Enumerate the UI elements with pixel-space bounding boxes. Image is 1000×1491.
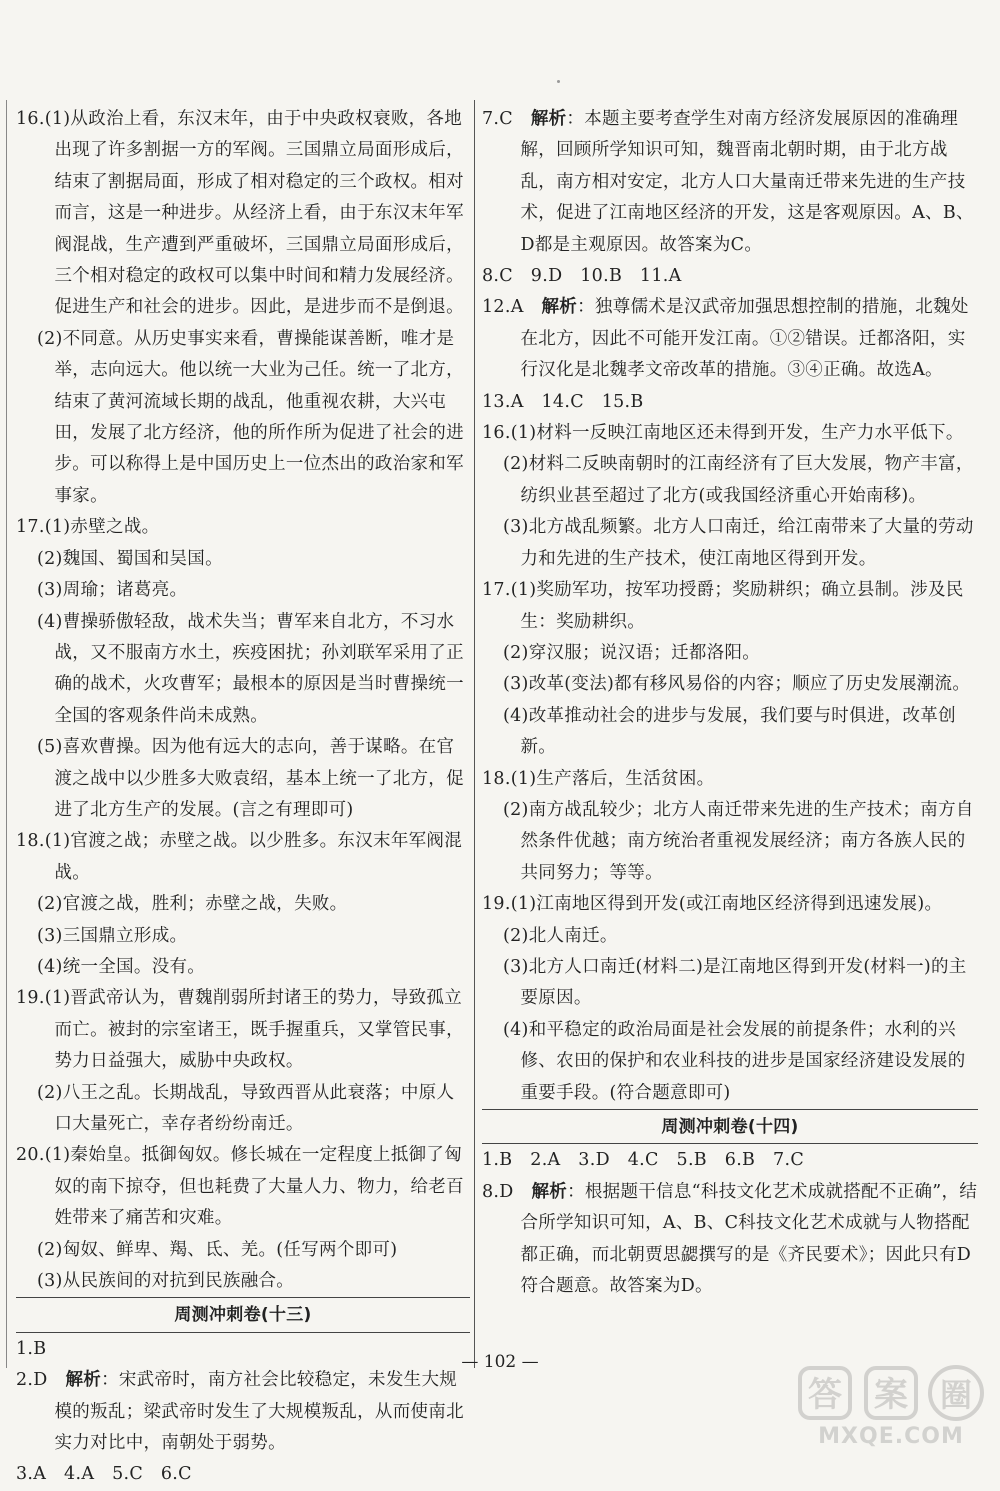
- left-answer-list: [16, 104, 470, 1297]
- section-rule: [16, 1297, 470, 1298]
- answer-subitem: (2)材料二反映南朝时的江南经济有了巨大发展，物产丰富，纺织业甚至超过了北方(或我国经济重心开始南移)。: [503, 454, 974, 506]
- watermark-logo-char-3: 圈: [939, 1376, 973, 1414]
- section-rule: [482, 1143, 978, 1144]
- analysis-label: 解析: [531, 1181, 568, 1202]
- answer-subitem: (3)北方战乱频繁。北方人口南迁，给江南带来了大量的劳动力和先进的生产技术，使江南地区得到开发。: [503, 517, 974, 569]
- watermark-logo-char-2: 案: [874, 1375, 908, 1415]
- answer-item: [482, 261, 978, 292]
- answer-number: 8.D: [482, 1181, 514, 1202]
- answer-subitem: (2)北人南迁。: [503, 925, 618, 946]
- answer-number: 12.A: [482, 297, 524, 318]
- right-answer-list: [482, 418, 978, 1109]
- watermark-logo-icon: [796, 1362, 986, 1424]
- section-heading-14: 周测冲刺卷(十四): [661, 1117, 799, 1137]
- answer-item: 17.(1)赤壁之战。: [16, 517, 160, 538]
- answer-subitem: (4)改革推动社会的进步与发展，我们要与时俱进，改革创新。: [503, 705, 956, 758]
- answer-number: 8.C 9.D 10.B 11.A: [482, 266, 682, 287]
- right-choice-answers: [482, 104, 978, 418]
- right-column: [482, 104, 978, 1302]
- answer-subitem: (2)八王之乱。长期战乱，导致西晋从此衰落；中原人口大量死亡，幸存者纷纷南迁。: [37, 1082, 455, 1134]
- answer-item: 18.(1)官渡之战；赤壁之战。以少胜多。东汉末年军阀混战。: [16, 831, 463, 883]
- answer-item: 17.(1)奖励军功，按军功授爵；奖励耕织；确立县制。涉及民生：奖励耕织。: [482, 580, 964, 632]
- answer-number: 1.B 2.A 3.D 4.C 5.B 6.B 7.C: [482, 1150, 805, 1171]
- page-number: — 102 —: [461, 1352, 539, 1372]
- answer-subitem: (2)南方战乱较少；北方人南迁带来先进的生产技术；南方自然条件优越；南方统治者重视发展经济；南方各族人民的共同努力；等等。: [503, 799, 974, 883]
- answer-subitem: (3)周瑜；诸葛亮。: [37, 580, 188, 601]
- answer-item: [482, 387, 978, 418]
- answer-subitem: (2)匈奴、鲜卑、羯、氐、羌。(任写两个即可): [37, 1239, 398, 1260]
- answer-subitem: (2)魏国、蜀国和吴国。: [37, 548, 223, 569]
- answer-subitem: (3)北方人口南迁(材料二)是江南地区得到开发(材料一)的主要原因。: [503, 956, 967, 1009]
- answer-subitem: (2)不同意。从历史事实来看，曹操能谋善断，唯才是举，志向远大。他以统一大业为己任。统一了北方，结束了黄河流域长期的战乱，他重视农耕，大兴屯田，发展了北方经济，他的所作所为促进了社会的进步。可以称得上是中国历史上一位杰出的政治家和军事家。: [37, 328, 464, 506]
- answer-item: [16, 1459, 470, 1490]
- answer-subitem: (2)穿汉服；说汉语；迁都洛阳。: [503, 642, 761, 663]
- analysis-text: ：本题主要考查学生对南方经济发展原因的准确理解，回顾所学知识可知，魏晋南北朝时期，由于北方战乱，南方相对安定，北方人口大量南迁带来先进的生产技术，促进了江南地区经济的开发，这是客观原因。A、B、D都是主观原因。故答案为C。: [520, 109, 974, 255]
- answer-subitem: (4)统一全国。没有。: [37, 956, 206, 977]
- analysis-text: ：独尊儒术是汉武帝加强思想控制的措施，北魏处在北方，因此不可能开发江南。①②错误。迁都洛阳，实行汉化是北魏孝文帝改革的措施。③④正确。故选A。: [520, 297, 969, 381]
- section-heading-13: 周测冲刺卷(十三): [174, 1305, 312, 1326]
- answer-item: [482, 1145, 978, 1176]
- answer-item: [482, 104, 978, 261]
- analysis-label: 解析: [541, 297, 578, 318]
- answer-item: [16, 1365, 470, 1459]
- column-divider: [474, 100, 475, 1368]
- answer-item: [482, 292, 978, 386]
- answer-item: 19.(1)晋武帝认为，曹魏削弱所封诸王的势力，导致孤立而亡。被封的宗室诸王，既手握重兵，又掌管民事，势力日益强大，威胁中央政权。: [16, 988, 464, 1072]
- answer-item: 16.(1)材料一反映江南地区还未得到开发，生产力水平低下。: [482, 423, 964, 444]
- answer-item: [482, 1177, 978, 1303]
- answer-subitem: (3)改革(变法)都有移风易俗的内容；顺应了历史发展潮流。: [503, 674, 971, 695]
- answer-subitem: (3)三国鼎立形成。: [37, 925, 188, 946]
- answer-number: 1.B: [16, 1338, 47, 1359]
- watermark-site: MXQE.COM: [818, 1424, 964, 1449]
- left-column: [16, 104, 470, 1491]
- right-section-answers: [482, 1145, 978, 1302]
- watermark-logo-char-1: 答: [808, 1375, 842, 1415]
- watermark: [796, 1362, 986, 1462]
- left-edge-rule: [6, 100, 7, 1368]
- answer-subitem: (3)从民族间的对抗到民族融合。: [37, 1271, 295, 1292]
- analysis-text: ：宋武帝时，南方社会比较稳定，未发生大规模的叛乱；梁武帝时发生了大规模叛乱，从而使南北实力对比中，南朝处于弱势。: [54, 1370, 464, 1454]
- answer-number: 3.A 4.A 5.C 6.C: [16, 1464, 192, 1485]
- answer-number: 7.C: [482, 109, 513, 129]
- answer-item: 20.(1)秦始皇。抵御匈奴。修长城在一定程度上抵御了匈奴的南下掠夺，但也耗费了大量人力、物力，给老百姓带来了痛苦和灾难。: [16, 1145, 464, 1229]
- answer-number: 2.D: [16, 1370, 48, 1391]
- answer-item: 16.(1)从政治上看，东汉末年，由于中央政权衰败，各地出现了许多割据一方的军阀。三国鼎立局面形成后，结束了割据局面，形成了相对稳定的三个政权。相对而言，这是一种进步。从经济上看，由于东汉末年军阀混战，生产遭到严重破坏，三国鼎立局面形成后，三个相对稳定的政权可以集中时间和精力发展经济。促进生产和社会的进步。因此，是进步而不是倒退。: [16, 109, 464, 318]
- analysis-text: ：根据题干信息“科技文化艺术成就搭配不正确”，结合所学知识可知，A、B、C科技文化艺术成就与人物搭配都正确，而北朝贾思勰撰写的是《齐民要术》；因此只有D符合题意。故答案为D。: [520, 1181, 978, 1297]
- scan-speck: [557, 80, 560, 83]
- analysis-label: 解析: [65, 1370, 102, 1391]
- answer-number: 13.A 14.C 15.B: [482, 391, 644, 412]
- analysis-label: 解析: [530, 109, 567, 129]
- answer-subitem: (4)曹操骄傲轻敌，战术失当；曹军来自北方，不习水战，又不服南方水土，疾疫困扰；孙刘联军采用了正确的战术，火攻曹军；最根本的原因是当时曹操统一全国的客观条件尚未成熟。: [37, 611, 464, 726]
- answer-item: 19.(1)江南地区得到开发(或江南地区经济得到迅速发展)。: [482, 894, 943, 915]
- section-rule: [482, 1109, 978, 1110]
- section-rule: [16, 1332, 470, 1333]
- answer-subitem: (5)喜欢曹操。因为他有远大的志向，善于谋略。在官渡之战中以少胜多大败袁绍，基本上统一了北方，促进了北方生产的发展。(言之有理即可): [37, 737, 464, 820]
- answer-subitem: (2)官渡之战，胜利；赤壁之战，失败。: [37, 894, 348, 915]
- answer-subitem: (4)和平稳定的政治局面是社会发展的前提条件；水利的兴修、农田的保护和农业科技的进步是国家经济建设发展的重要手段。(符合题意即可): [503, 1019, 966, 1103]
- answer-item: 18.(1)生产落后，生活贫困。: [482, 768, 715, 789]
